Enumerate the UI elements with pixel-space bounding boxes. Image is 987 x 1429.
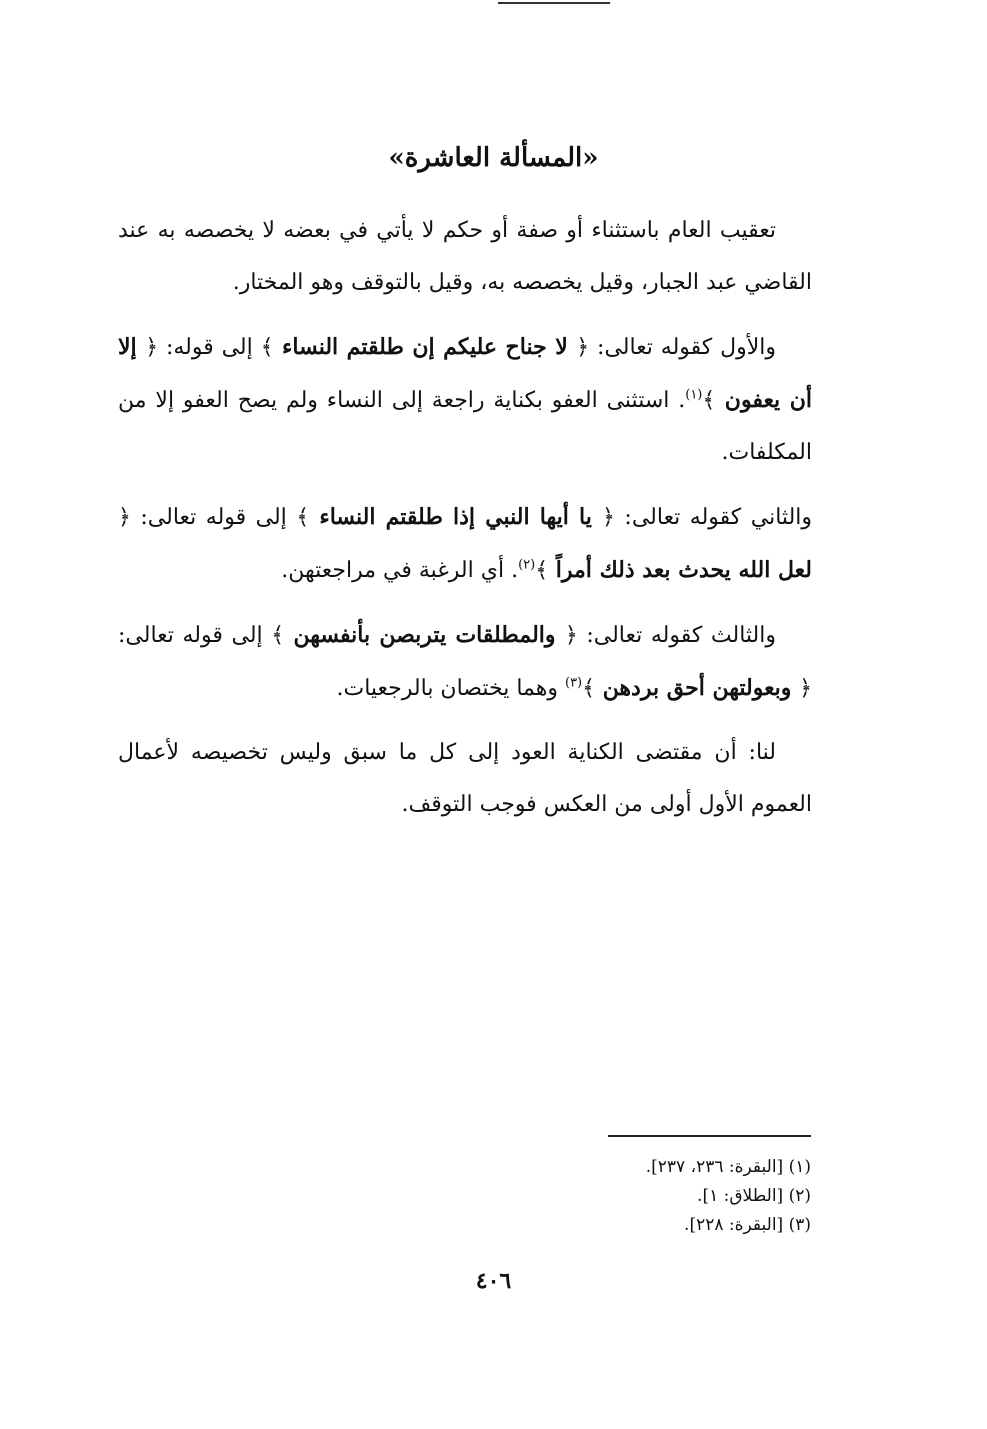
verse-text: والمطلقات يتربصن بأنفسهن [293, 622, 556, 648]
text-segment: وهما يختصان بالرجعيات. [336, 676, 565, 701]
verse-open-bracket: ﴿ [576, 335, 590, 360]
verse-text: لعل الله يحدث بعد ذلك أمراً [555, 557, 812, 583]
verse-open-bracket: ﴿ [118, 505, 131, 530]
quran-verse [296, 504, 615, 530]
paragraph-second-example [118, 491, 812, 597]
paragraph-conclusion: لنا: أن مقتضى الكناية العود إلى كل ما سبق وليس تخصيصه لأعمال العموم الأول أولى من العكس فوجب التوقف. [118, 740, 812, 817]
verse-close-bracket: ﴾ [296, 505, 310, 530]
verse-close-bracket: ﴾ [271, 623, 285, 648]
section-title: «المسألة العاشرة» [388, 143, 599, 173]
footnote-reference[interactable]: (١) [685, 387, 703, 403]
footnote-reference[interactable]: (٢) [518, 557, 536, 573]
quran-verse [271, 622, 577, 648]
verse-open-bracket: ﴿ [564, 623, 578, 648]
paragraph-first-example [118, 321, 812, 479]
verse-open-bracket: ﴿ [799, 676, 812, 701]
text-segment: والأول كقوله تعالى: [589, 335, 776, 360]
footnotes [400, 1153, 811, 1240]
footnote-3: (٣) [البقرة: ٢٢٨]. [684, 1215, 811, 1235]
verse-close-bracket: ﴾ [582, 676, 596, 701]
verse-text: لا جناح عليكم إن طلقتم النساء [282, 334, 568, 360]
paragraph-definition: تعقيب العام باستثناء أو صفة أو حكم لا يأتي في بعضه لا يخصصه به عند القاضي عبد الجبار، وقيل يخصصه به، وقيل بالتوقف وهو المختار. [118, 218, 812, 295]
text-segment: . أي الرغبة في مراجعتهن. [281, 558, 519, 583]
top-rule [498, 2, 610, 4]
verse-close-bracket: ﴾ [702, 388, 716, 413]
text-segment: والثاني كقوله تعالى: [614, 505, 813, 530]
footnote-reference[interactable]: (٣) [564, 675, 583, 691]
page-number: ٤٠٦ [475, 1268, 512, 1294]
quran-verse [582, 675, 812, 701]
verse-open-bracket: ﴿ [602, 505, 615, 530]
verse-text: يا أيها النبي إذا طلقتم النساء [319, 504, 592, 530]
verse-close-bracket: ﴾ [535, 558, 549, 583]
text-segment: والثالث كقوله تعالى: [577, 623, 776, 648]
paragraph-third-example [118, 609, 812, 715]
footnote-1: (١) [البقرة: ٢٣٦، ٢٣٧]. [645, 1157, 811, 1177]
text-segment: إلى قوله: [158, 335, 261, 360]
text-segment: إلى قوله تعالى: [118, 623, 272, 648]
verse-open-bracket: ﴿ [145, 335, 159, 360]
verse-close-bracket: ﴾ [260, 335, 274, 360]
text-segment: إلى قوله تعالى: [130, 505, 297, 530]
verse-text: وبعولتهن أحق بردهن [602, 675, 792, 701]
main-text [118, 205, 812, 843]
verse-text: إلا أن يعفون [118, 334, 812, 413]
quran-verse [261, 334, 590, 360]
footnote-2: (٢) [الطلاق: ١]. [697, 1186, 811, 1206]
text-segment: . استثنى العفو بكناية راجعة إلى النساء ولم يصح العفو إلا من المكلفات. [118, 388, 812, 465]
footnote-separator [608, 1135, 811, 1137]
